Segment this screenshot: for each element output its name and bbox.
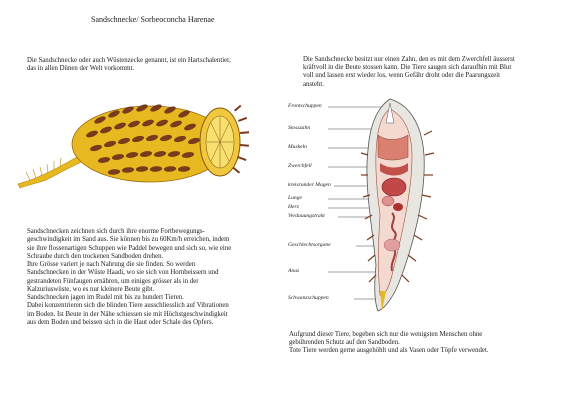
right-outro-paragraph [289, 331, 564, 356]
intro-line: voll und lassen erst wieder los, wenn Gefähr droht oder die Paarungszeit [303, 72, 501, 80]
body-line: geschwindigkeit im Sand aus. Sie können bis zu 60Km/h erreichen, indem [27, 236, 230, 244]
intro-line: kräftvoll in die Beute stossen kann. Die Tiere saugen sich daraufhin mit Blut [303, 64, 512, 72]
body-line: im Boden. Ist Beute in der Nähe schiessen sie mit Höchstgeschwindigkeit [27, 310, 228, 318]
label-lunge: Lunge [288, 195, 302, 201]
body-line: Dabei konzentrieren sich die blinden Tiere ausschliesslich auf Vibrationen [27, 302, 229, 310]
intro-line: Die Sandschnecke oder auch Wüstenzecke genannt, ist ein Hartschalentier, [27, 57, 231, 64]
intro-paragraph [27, 57, 277, 73]
body-paragraph [27, 228, 277, 327]
label-frontschuppen: Frontschuppen [288, 103, 322, 109]
page-title: Sandschnecke/ Sorbeoconcha Harenae [91, 15, 215, 24]
intro-line: das in allen Dünen der Welt vorkommt. [27, 65, 135, 73]
snail-tail [18, 154, 86, 188]
sand-snail-illustration [10, 92, 270, 202]
intro-line: ansteht. [303, 80, 324, 88]
right-page [283, 0, 566, 400]
label-zwerchfell: Zwerchfell [288, 163, 312, 169]
body-line: Ihre Grösse variert je nach Nahrung die sie finden. So werden [27, 261, 196, 268]
body-line: Schraube durch den trockenen Sandboden drehen. [27, 252, 164, 260]
label-muskeln: Muskeln [288, 144, 307, 150]
label-herz: Herz [288, 204, 299, 210]
body-line: gestrandeten Fünfaugen ernähren, um einiges grösser als in der [27, 277, 199, 285]
body-line: aus dem Boden und beissen sich in die Haut oder Schale des Opfers. [27, 318, 214, 326]
body-line: sie ihre flossenartigen Schuppen wie Paddel bewegen und sich so, wie eine [27, 244, 232, 252]
outro-line: gebührenden Schutz auf den Sandboden. [289, 339, 400, 347]
body-line: Sandschnecken in der Wüste Haadi, wo sie sich von Hornbeissern und [27, 269, 219, 277]
label-stosszahn: Stosszahn [288, 125, 311, 131]
body-line: Sandschnecken zeichnen sich durch ihre enorme Fortbewegungs- [27, 228, 205, 235]
label-geschlechtsorgane: Geschlechtsorgane [288, 242, 331, 248]
outro-line: Aufgrund dieser Tiere, begeben sich nur die wenigsten Menschen ohne [289, 331, 483, 338]
outro-line: Tote Tiere werden gerne ausgehöhlt und als Vasen oder Töpfe verwendet. [289, 347, 489, 355]
intro-line: Die Sandschnecke besitzt nur einen Zahn, den es mit dem Zwerchfell äusserst [303, 56, 515, 63]
label-verdauungstrakt: Verdauungstrakt [288, 213, 325, 219]
label-magen: kreisrunder Magen [288, 182, 331, 188]
body-line: Kalzuriuswüste, wo es nur kleinere Beute gibt. [27, 285, 155, 293]
body-line: Sandschnecken jagen im Rudel mit bis zu hundert Tieren. [27, 294, 184, 301]
label-anus: Anus [288, 268, 300, 274]
label-schwanzschuppen: Schwanzschuppen [288, 295, 329, 301]
